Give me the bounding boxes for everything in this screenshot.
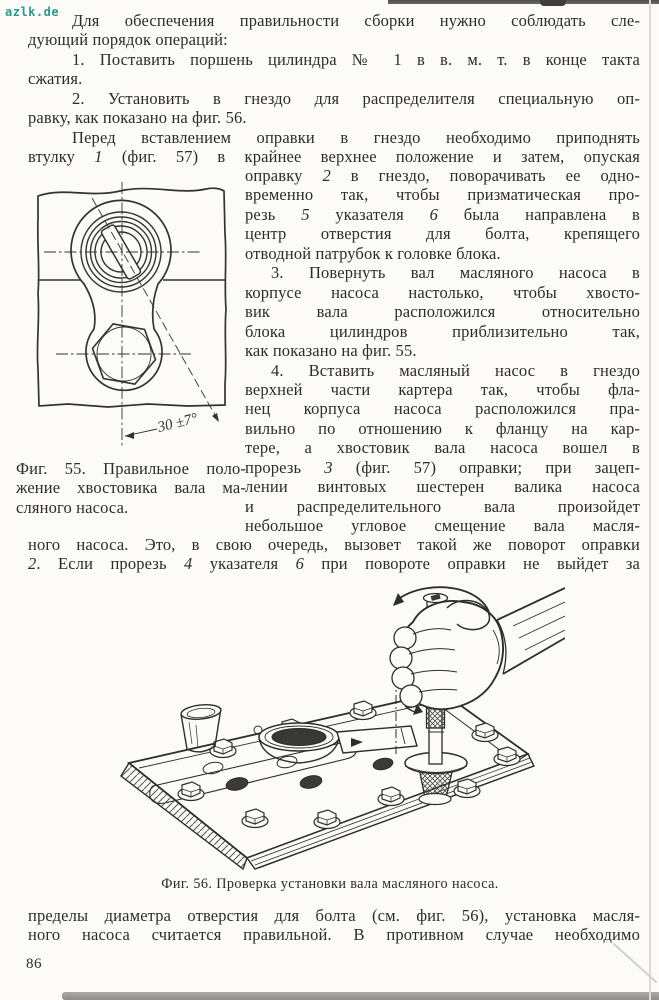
fig56-illustration (95, 586, 565, 871)
text-line: равку, как показано на фиг. 56. (28, 108, 247, 128)
scan-artifact-bottom-bar (62, 992, 659, 1000)
paragraph-right-column (245, 166, 640, 536)
fig56-engine-block (121, 692, 534, 869)
text-line: жение хвостовика вала ма- (16, 478, 246, 498)
text-line: 1. Поставить поршень цилиндра № 1 в в. м. т. в конце такта (72, 49, 640, 69)
text-line: временно так, чтобы призматическая про- (245, 185, 640, 205)
paragraph-intro (28, 11, 640, 167)
text-line: центр отверстия для болта, крепящего (245, 224, 640, 244)
text-line: Фиг. 55. Правильное поло- (16, 459, 246, 478)
fig56-oil-cup (180, 703, 221, 752)
text-line: 3. Повернуть вал масляного насоса в (271, 263, 640, 283)
text-line: блока цилиндров приблизительно так, (245, 321, 640, 341)
text-line: Перед вставлением оправки в гнездо необходимо приподнять (72, 127, 640, 147)
paragraph-continuation (28, 535, 640, 574)
text-line: 2. Установить в гнездо для распределителя специальную оп- (72, 88, 640, 108)
text-line: прорезь 3 (фиг. 57) оправки; при зацеп- (245, 457, 640, 477)
text-line: вильно по отношению к фланцу на кар- (245, 418, 640, 438)
text-line: 4. Вставить масляный насос в гнездо (271, 360, 640, 380)
scan-artifact-top-blob (540, 0, 566, 6)
text-line: оправку 2 в гнездо, поворачивать ее одно- (245, 166, 640, 185)
page-number: 86 (26, 956, 42, 972)
text-line: сляного насоса. (16, 497, 129, 517)
watermark: azlk.de (5, 5, 60, 19)
text-line: резь 5 указателя 6 была направлена в (245, 204, 640, 224)
text-line: втулку 1 (фиг. 57) в крайнее верхнее положение и затем, опуская (28, 147, 641, 167)
fig55-dimension-label: 30 ±7° (156, 410, 200, 436)
fig56-hand (390, 587, 565, 709)
text-line: как показано на фиг. 55. (245, 341, 417, 361)
text-line: и распределительного вала произойдет (245, 496, 640, 516)
text-line: пределы диаметра отверстия для болта (см. фиг. 56), установка масля- (28, 906, 640, 925)
paragraph-bottom (28, 906, 640, 945)
fig56-caption: Фиг. 56. Проверка установки вала масляного насоса. (161, 876, 499, 892)
text-line: вик вала расположился относительно (245, 302, 640, 322)
text-line: ного насоса. Это, в свою очередь, вызовет такой же поворот оправки (28, 535, 640, 554)
text-line: тере, а хвостовик вала насоса вошел в (245, 438, 640, 458)
text-line: верхней части картера так, чтобы фла- (245, 379, 640, 399)
text-line: лении винтовых шестерен валика насоса (245, 477, 640, 497)
text-line: отводной патрубок к головке блока. (245, 243, 501, 263)
text-line: небольшое угловое смещение вала масля- (245, 516, 640, 536)
text-line: корпусе насоса настолько, чтобы хвосто- (245, 282, 640, 302)
scan-artifact-top-bar (388, 0, 659, 4)
fig55-drawing (28, 174, 235, 458)
text-line: ного насоса считается правильной. В противном случае необходимо (28, 925, 640, 945)
fig55-block-outline (37, 188, 226, 407)
scan-artifact-right-edge (649, 0, 651, 1000)
text-line: нец корпуса насоса расположился пра- (245, 399, 640, 419)
text-line: сжатия. (28, 69, 83, 89)
fig55-caption (16, 459, 246, 517)
text-line: Для обеспечения правильности сборки нужно соблюдать сле- (72, 11, 640, 30)
text-line: дующий порядок операций: (28, 30, 228, 50)
text-line: 2. Если прорезь 4 указателя 6 при повороте оправки не выйдет за (28, 554, 640, 574)
fig55-boss-outline (71, 200, 171, 390)
